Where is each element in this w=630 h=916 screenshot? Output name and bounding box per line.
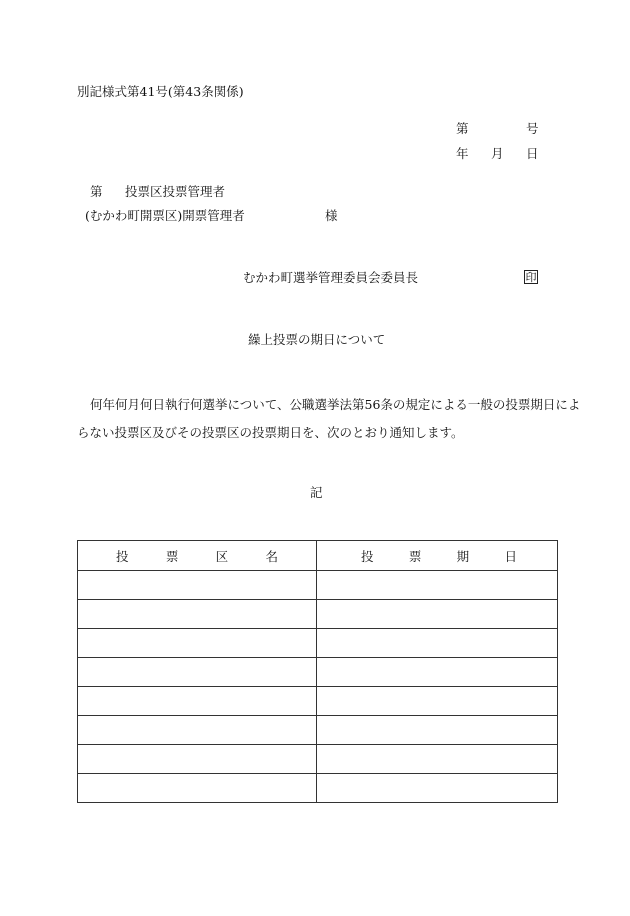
voting-date-cell[interactable] [317,716,558,745]
header-district-name [78,541,317,571]
table-row [78,600,558,629]
district-name-cell[interactable] [78,571,317,600]
form-number: 別記様式第41号(第43条関係) [77,84,244,99]
district-name-cell[interactable] [78,745,317,774]
header-voting-date [317,541,558,571]
voting-date-cell[interactable] [317,629,558,658]
table-row [78,745,558,774]
addressee-honorific: 様 [325,208,338,223]
doc-number-suffix: 号 [526,121,539,136]
header-char: 投 [116,548,129,564]
district-name-cell[interactable] [78,600,317,629]
district-name-cell[interactable] [78,629,317,658]
table-row [78,687,558,716]
table-row [78,571,558,600]
header-char: 投 [361,548,374,564]
header-char: 名 [265,548,278,564]
header-char: 票 [408,548,422,564]
voting-date-cell[interactable] [317,658,558,687]
addressee-line2: (むかわ町開票区)開票管理者 [85,208,245,223]
district-name-cell[interactable] [78,658,317,687]
voting-date-cell[interactable] [317,687,558,716]
doc-number-prefix: 第 [456,121,469,136]
header-char: 期 [456,548,470,564]
table-row [78,774,558,803]
voting-date-cell[interactable] [317,600,558,629]
addressee-prefix: 第 [90,184,103,199]
header-char: 区 [215,548,229,564]
district-name-cell[interactable] [78,687,317,716]
table-row [78,658,558,687]
header-char: 日 [504,548,517,564]
table-row [78,629,558,658]
date-year: 年 [456,146,469,161]
voting-date-cell[interactable] [317,745,558,774]
voting-date-cell[interactable] [317,774,558,803]
voting-district-table [77,540,558,803]
ki-label: 記 [310,485,323,500]
addressee-title: 投票区投票管理者 [125,184,226,199]
header-char: 票 [165,548,179,564]
table-header-row [78,541,558,571]
body-line-2: らない投票区及びその投票区の投票期日を、次のとおり通知します。 [77,425,464,440]
date-month: 月 [491,146,504,161]
sender-name: むかわ町選挙管理委員会委員長 [243,270,419,285]
body-line-1: 何年何月何日執行何選挙について、公職選挙法第56条の規定による一般の投票期日によ [90,397,581,412]
table-row [78,716,558,745]
seal-mark: 印 [525,271,537,284]
voting-date-cell[interactable] [317,571,558,600]
date-day: 日 [526,146,539,161]
subject-title: 繰上投票の期日について [248,332,386,347]
district-name-cell[interactable] [78,774,317,803]
district-name-cell[interactable] [78,716,317,745]
